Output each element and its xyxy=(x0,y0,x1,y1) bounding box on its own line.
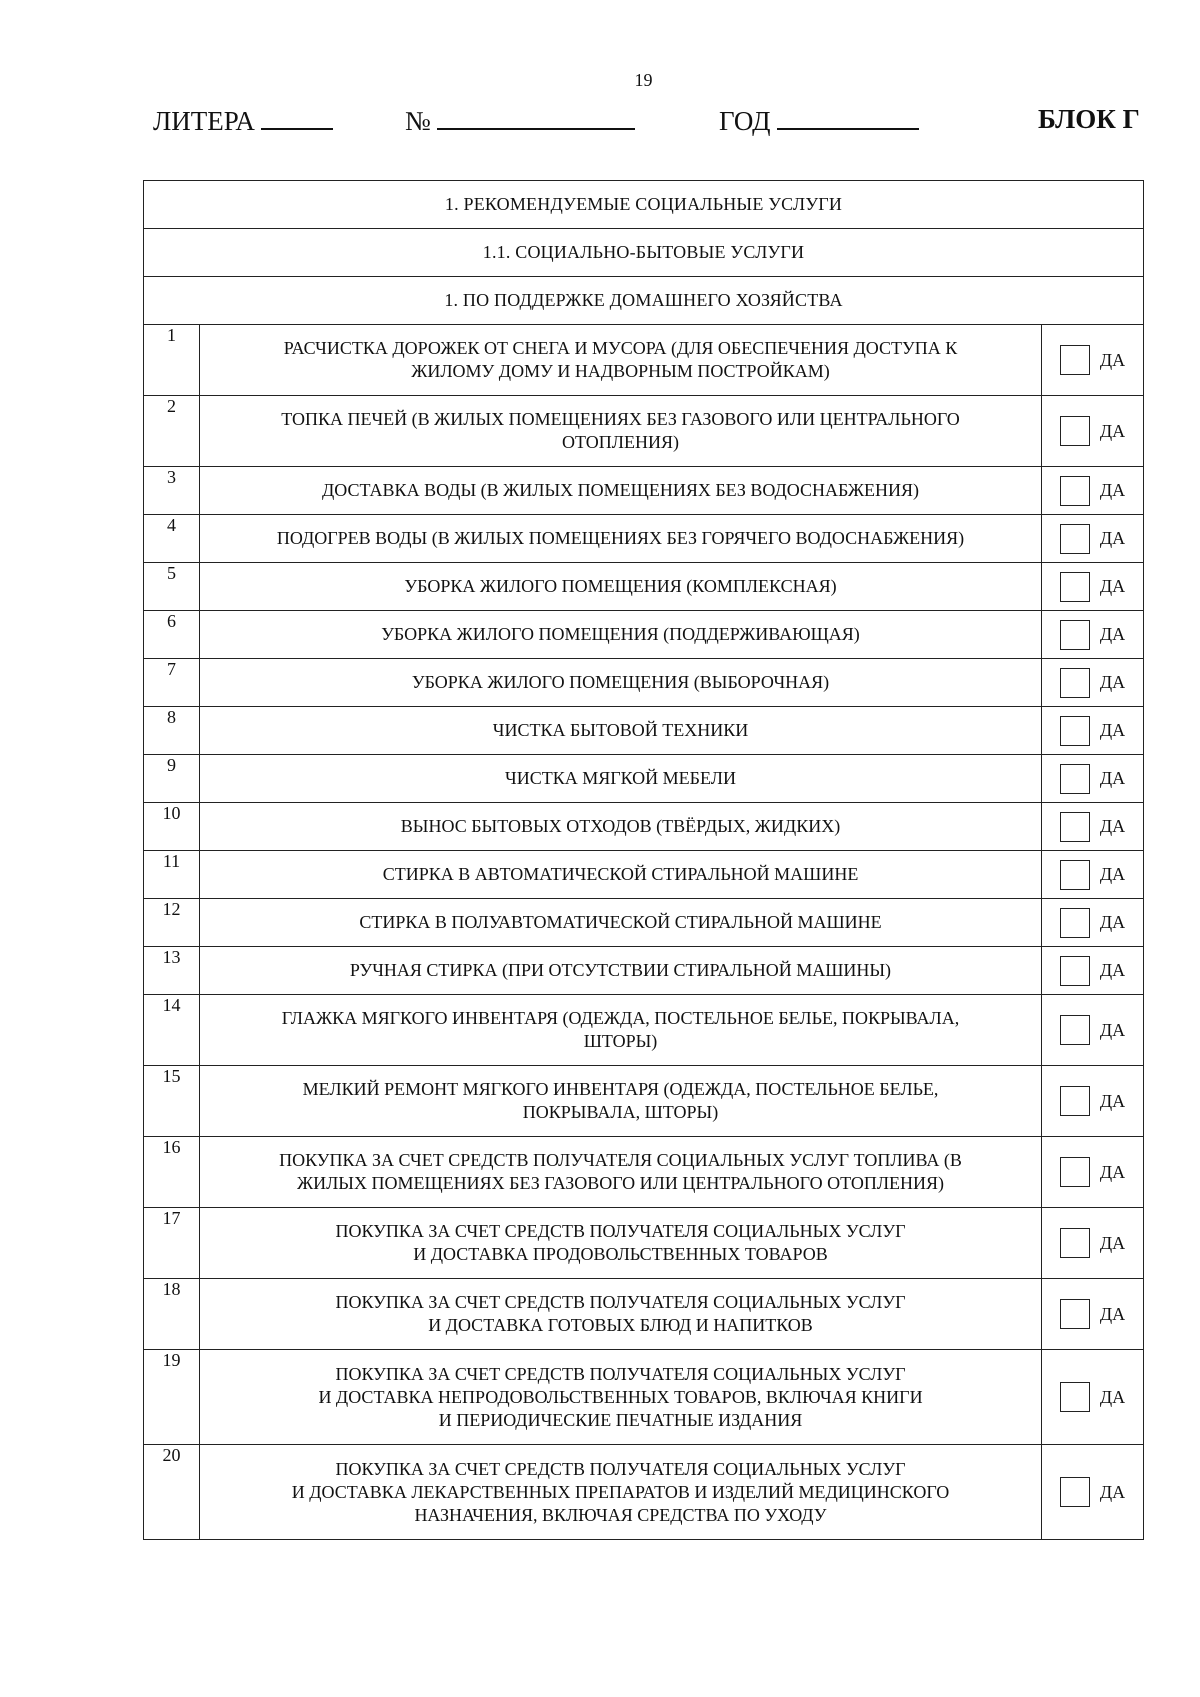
item-description-line: УБОРКА ЖИЛОГО ПОМЕЩЕНИЯ (ВЫБОРОЧНАЯ) xyxy=(411,672,830,692)
yes-checkbox[interactable] xyxy=(1060,620,1090,650)
item-number: 20 xyxy=(144,1445,200,1540)
item-check-cell xyxy=(1042,659,1144,707)
services-table xyxy=(143,180,1144,1540)
item-description-line: СТИРКА В ПОЛУАВТОМАТИЧЕСКОЙ СТИРАЛЬНОЙ МАШИНЕ xyxy=(359,912,882,932)
yes-checkbox[interactable] xyxy=(1060,908,1090,938)
item-number: 5 xyxy=(144,563,200,611)
yes-label: ДА xyxy=(1099,768,1126,788)
item-description xyxy=(200,947,1042,995)
table-row xyxy=(144,563,1144,611)
item-description-line: ТОПКА ПЕЧЕЙ (В ЖИЛЫХ ПОМЕЩЕНИЯХ БЕЗ ГАЗОВОГО ИЛИ ЦЕНТРАЛЬНОГО xyxy=(281,409,960,429)
item-number: 8 xyxy=(144,707,200,755)
item-check-cell xyxy=(1042,1445,1144,1540)
item-description-line: ШТОРЫ) xyxy=(583,1031,658,1051)
item-description-line: ВЫНОС БЫТОВЫХ ОТХОДОВ (ТВЁРДЫХ, ЖИДКИХ) xyxy=(400,816,841,836)
yes-label: ДА xyxy=(1099,720,1126,740)
yes-label: ДА xyxy=(1099,864,1126,884)
item-description xyxy=(200,1208,1042,1279)
item-description xyxy=(200,995,1042,1066)
yes-option xyxy=(1042,1382,1143,1412)
item-description-line: РУЧНАЯ СТИРКА (ПРИ ОТСУТСТВИИ СТИРАЛЬНОЙ МАШИНЫ) xyxy=(349,960,892,980)
table-row xyxy=(144,325,1144,396)
item-description xyxy=(200,851,1042,899)
yes-checkbox[interactable] xyxy=(1060,668,1090,698)
yes-option xyxy=(1042,476,1143,506)
table-row xyxy=(144,1445,1144,1540)
item-check-cell xyxy=(1042,1066,1144,1137)
item-check-cell xyxy=(1042,947,1144,995)
year-blank[interactable] xyxy=(777,104,919,130)
item-number: 7 xyxy=(144,659,200,707)
yes-option xyxy=(1042,1015,1143,1045)
item-check-cell xyxy=(1042,611,1144,659)
yes-label: ДА xyxy=(1099,1303,1126,1324)
yes-label: ДА xyxy=(1099,912,1126,932)
table-row xyxy=(144,1137,1144,1208)
section-title-social-household: 1.1. СОЦИАЛЬНО-БЫТОВЫЕ УСЛУГИ xyxy=(144,229,1144,277)
table-row xyxy=(144,1066,1144,1137)
yes-option xyxy=(1042,1228,1143,1258)
table-row xyxy=(144,1208,1144,1279)
section-header-row xyxy=(144,229,1144,277)
item-description-line: МЕЛКИЙ РЕМОНТ МЯГКОГО ИНВЕНТАРЯ (ОДЕЖДА, ПОСТЕЛЬНОЕ БЕЛЬЕ, xyxy=(302,1079,939,1099)
item-description-line: ГЛАЖКА МЯГКОГО ИНВЕНТАРЯ (ОДЕЖДА, ПОСТЕЛЬНОЕ БЕЛЬЕ, ПОКРЫВАЛА, xyxy=(281,1008,960,1028)
item-description-line: ДОСТАВКА ВОДЫ (В ЖИЛЫХ ПОМЕЩЕНИЯХ БЕЗ ВОДОСНАБЖЕНИЯ) xyxy=(321,480,920,500)
yes-checkbox[interactable] xyxy=(1060,1086,1090,1116)
item-description-line: И ДОСТАВКА ЛЕКАРСТВЕННЫХ ПРЕПАРАТОВ И ИЗДЕЛИЙ МЕДИЦИНСКОГО xyxy=(291,1481,950,1502)
yes-checkbox[interactable] xyxy=(1060,345,1090,375)
form-header xyxy=(153,104,1153,144)
yes-checkbox[interactable] xyxy=(1060,716,1090,746)
yes-checkbox[interactable] xyxy=(1060,476,1090,506)
yes-checkbox[interactable] xyxy=(1060,764,1090,794)
yes-label: ДА xyxy=(1099,960,1126,980)
table-row xyxy=(144,1279,1144,1350)
table-row xyxy=(144,755,1144,803)
item-description xyxy=(200,325,1042,396)
item-description-line: ПОКУПКА ЗА СЧЕТ СРЕДСТВ ПОЛУЧАТЕЛЯ СОЦИАЛЬНЫХ УСЛУГ xyxy=(335,1292,906,1312)
item-description xyxy=(200,396,1042,467)
table-row xyxy=(144,611,1144,659)
item-number: 12 xyxy=(144,899,200,947)
yes-label: ДА xyxy=(1099,816,1126,836)
item-check-cell xyxy=(1042,995,1144,1066)
item-check-cell xyxy=(1042,1208,1144,1279)
item-number: 13 xyxy=(144,947,200,995)
yes-label: ДА xyxy=(1099,528,1126,548)
item-description xyxy=(200,803,1042,851)
section-header-row xyxy=(144,181,1144,229)
table-row xyxy=(144,515,1144,563)
item-description xyxy=(200,611,1042,659)
yes-option xyxy=(1042,1477,1143,1507)
table-row xyxy=(144,467,1144,515)
table-row xyxy=(144,707,1144,755)
item-description-line: ОТОПЛЕНИЯ) xyxy=(562,432,679,452)
item-check-cell xyxy=(1042,1350,1144,1445)
yes-option xyxy=(1042,1086,1143,1116)
yes-label: ДА xyxy=(1099,1481,1126,1502)
yes-checkbox[interactable] xyxy=(1060,1157,1090,1187)
table-row xyxy=(144,899,1144,947)
item-description xyxy=(200,515,1042,563)
item-description xyxy=(200,1066,1042,1137)
yes-checkbox[interactable] xyxy=(1060,1477,1090,1507)
item-check-cell xyxy=(1042,467,1144,515)
table-row xyxy=(144,659,1144,707)
item-number: 14 xyxy=(144,995,200,1066)
item-check-cell xyxy=(1042,851,1144,899)
item-check-cell xyxy=(1042,899,1144,947)
year-field xyxy=(719,104,919,137)
yes-option xyxy=(1042,620,1143,650)
item-number: 6 xyxy=(144,611,200,659)
item-description-line: И ДОСТАВКА ПРОДОВОЛЬСТВЕННЫХ ТОВАРОВ xyxy=(413,1244,828,1264)
yes-label: ДА xyxy=(1099,1232,1126,1253)
table-row xyxy=(144,995,1144,1066)
litera-blank[interactable] xyxy=(261,104,333,130)
yes-option xyxy=(1042,716,1143,746)
item-description-line: УБОРКА ЖИЛОГО ПОМЕЩЕНИЯ (ПОДДЕРЖИВАЮЩАЯ) xyxy=(381,624,860,644)
item-number: 17 xyxy=(144,1208,200,1279)
item-number: 18 xyxy=(144,1279,200,1350)
item-description-line: ПОКУПКА ЗА СЧЕТ СРЕДСТВ ПОЛУЧАТЕЛЯ СОЦИАЛЬНЫХ УСЛУГ ТОПЛИВА (В xyxy=(279,1150,962,1170)
yes-option xyxy=(1042,345,1143,375)
item-number: 15 xyxy=(144,1066,200,1137)
item-description-line: ПОКУПКА ЗА СЧЕТ СРЕДСТВ ПОЛУЧАТЕЛЯ СОЦИАЛЬНЫХ УСЛУГ xyxy=(335,1221,906,1241)
year-label: ГОД xyxy=(719,106,771,136)
item-number: 19 xyxy=(144,1350,200,1445)
table-row xyxy=(144,396,1144,467)
item-description xyxy=(200,1445,1042,1540)
item-check-cell xyxy=(1042,325,1144,396)
yes-option xyxy=(1042,668,1143,698)
yes-label: ДА xyxy=(1099,480,1126,500)
yes-label: ДА xyxy=(1099,420,1126,441)
yes-option xyxy=(1042,524,1143,554)
yes-option xyxy=(1042,956,1143,986)
yes-option xyxy=(1042,1157,1143,1187)
number-label: № xyxy=(405,106,431,136)
number-blank[interactable] xyxy=(437,104,635,130)
yes-checkbox[interactable] xyxy=(1060,524,1090,554)
item-description xyxy=(200,899,1042,947)
litera-label: ЛИТЕРА xyxy=(153,106,255,136)
table-row xyxy=(144,947,1144,995)
item-description-line: ЧИСТКА БЫТОВОЙ ТЕХНИКИ xyxy=(492,720,749,740)
item-check-cell xyxy=(1042,707,1144,755)
item-description xyxy=(200,1279,1042,1350)
yes-option xyxy=(1042,572,1143,602)
table-row xyxy=(144,851,1144,899)
section-title-housekeeping: 1. ПО ПОДДЕРЖКЕ ДОМАШНЕГО ХОЗЯЙСТВА xyxy=(144,277,1144,325)
item-check-cell xyxy=(1042,515,1144,563)
item-description xyxy=(200,1137,1042,1208)
item-description-line: И ДОСТАВКА ГОТОВЫХ БЛЮД И НАПИТКОВ xyxy=(428,1315,813,1335)
yes-checkbox[interactable] xyxy=(1060,572,1090,602)
table-row xyxy=(144,1350,1144,1445)
item-number: 1 xyxy=(144,325,200,396)
item-description-line: ПОКУПКА ЗА СЧЕТ СРЕДСТВ ПОЛУЧАТЕЛЯ СОЦИАЛЬНЫХ УСЛУГ xyxy=(335,1458,906,1479)
item-number: 16 xyxy=(144,1137,200,1208)
item-description xyxy=(200,755,1042,803)
item-description-line: СТИРКА В АВТОМАТИЧЕСКОЙ СТИРАЛЬНОЙ МАШИНЕ xyxy=(382,864,859,884)
block-label: БЛОК Г xyxy=(1038,104,1140,134)
item-description-line: ПОКРЫВАЛА, ШТОРЫ) xyxy=(522,1102,719,1122)
yes-option xyxy=(1042,908,1143,938)
table-row xyxy=(144,803,1144,851)
yes-label: ДА xyxy=(1099,624,1126,644)
litera-field xyxy=(153,104,333,137)
yes-option xyxy=(1042,1299,1143,1329)
item-description-line: РАСЧИСТКА ДОРОЖЕК ОТ СНЕГА И МУСОРА (ДЛЯ ОБЕСПЕЧЕНИЯ ДОСТУПА К xyxy=(283,338,958,358)
yes-label: ДА xyxy=(1099,349,1126,370)
item-number: 10 xyxy=(144,803,200,851)
item-description-line: И ПЕРИОДИЧЕСКИЕ ПЕЧАТНЫЕ ИЗДАНИЯ xyxy=(438,1409,803,1430)
yes-option xyxy=(1042,812,1143,842)
item-description xyxy=(200,707,1042,755)
item-check-cell xyxy=(1042,755,1144,803)
yes-label: ДА xyxy=(1099,1386,1126,1407)
yes-checkbox[interactable] xyxy=(1060,860,1090,890)
yes-checkbox[interactable] xyxy=(1060,416,1090,446)
item-description-line: НАЗНАЧЕНИЯ, ВКЛЮЧАЯ СРЕДСТВА ПО УХОДУ xyxy=(414,1504,827,1525)
item-description-line: ЖИЛОМУ ДОМУ И НАДВОРНЫМ ПОСТРОЙКАМ) xyxy=(411,361,830,381)
yes-checkbox[interactable] xyxy=(1060,956,1090,986)
yes-label: ДА xyxy=(1099,672,1126,692)
item-description-line: ЖИЛЫХ ПОМЕЩЕНИЯХ БЕЗ ГАЗОВОГО ИЛИ ЦЕНТРАЛЬНОГО ОТОПЛЕНИЯ) xyxy=(296,1173,945,1193)
yes-option xyxy=(1042,416,1143,446)
item-description xyxy=(200,659,1042,707)
item-description-line: УБОРКА ЖИЛОГО ПОМЕЩЕНИЯ (КОМПЛЕКСНАЯ) xyxy=(404,576,837,596)
section-header-row xyxy=(144,277,1144,325)
yes-checkbox[interactable] xyxy=(1060,1382,1090,1412)
item-check-cell xyxy=(1042,1137,1144,1208)
item-description-line: И ДОСТАВКА НЕПРОДОВОЛЬСТВЕННЫХ ТОВАРОВ, ВКЛЮЧАЯ КНИГИ xyxy=(318,1386,923,1407)
item-number: 2 xyxy=(144,396,200,467)
yes-label: ДА xyxy=(1099,1090,1126,1111)
item-description-line: ПОДОГРЕВ ВОДЫ (В ЖИЛЫХ ПОМЕЩЕНИЯХ БЕЗ ГОРЯЧЕГО ВОДОСНАБЖЕНИЯ) xyxy=(276,528,965,548)
item-description-line: ПОКУПКА ЗА СЧЕТ СРЕДСТВ ПОЛУЧАТЕЛЯ СОЦИАЛЬНЫХ УСЛУГ xyxy=(335,1363,906,1384)
yes-option xyxy=(1042,860,1143,890)
yes-label: ДА xyxy=(1099,1019,1126,1040)
item-description-line: ЧИСТКА МЯГКОЙ МЕБЕЛИ xyxy=(505,768,736,788)
item-number: 9 xyxy=(144,755,200,803)
item-check-cell xyxy=(1042,803,1144,851)
item-check-cell xyxy=(1042,396,1144,467)
page-number: 19 xyxy=(634,70,653,90)
section-title-recommended: 1. РЕКОМЕНДУЕМЫЕ СОЦИАЛЬНЫЕ УСЛУГИ xyxy=(144,181,1144,229)
yes-checkbox[interactable] xyxy=(1060,1299,1090,1329)
yes-label: ДА xyxy=(1099,576,1126,596)
number-field xyxy=(405,104,635,137)
item-number: 4 xyxy=(144,515,200,563)
item-number: 3 xyxy=(144,467,200,515)
yes-option xyxy=(1042,764,1143,794)
item-description xyxy=(200,563,1042,611)
yes-checkbox[interactable] xyxy=(1060,1228,1090,1258)
item-check-cell xyxy=(1042,563,1144,611)
item-check-cell xyxy=(1042,1279,1144,1350)
item-description xyxy=(200,1350,1042,1445)
yes-checkbox[interactable] xyxy=(1060,812,1090,842)
item-number: 11 xyxy=(144,851,200,899)
yes-label: ДА xyxy=(1099,1161,1126,1182)
yes-checkbox[interactable] xyxy=(1060,1015,1090,1045)
item-description xyxy=(200,467,1042,515)
